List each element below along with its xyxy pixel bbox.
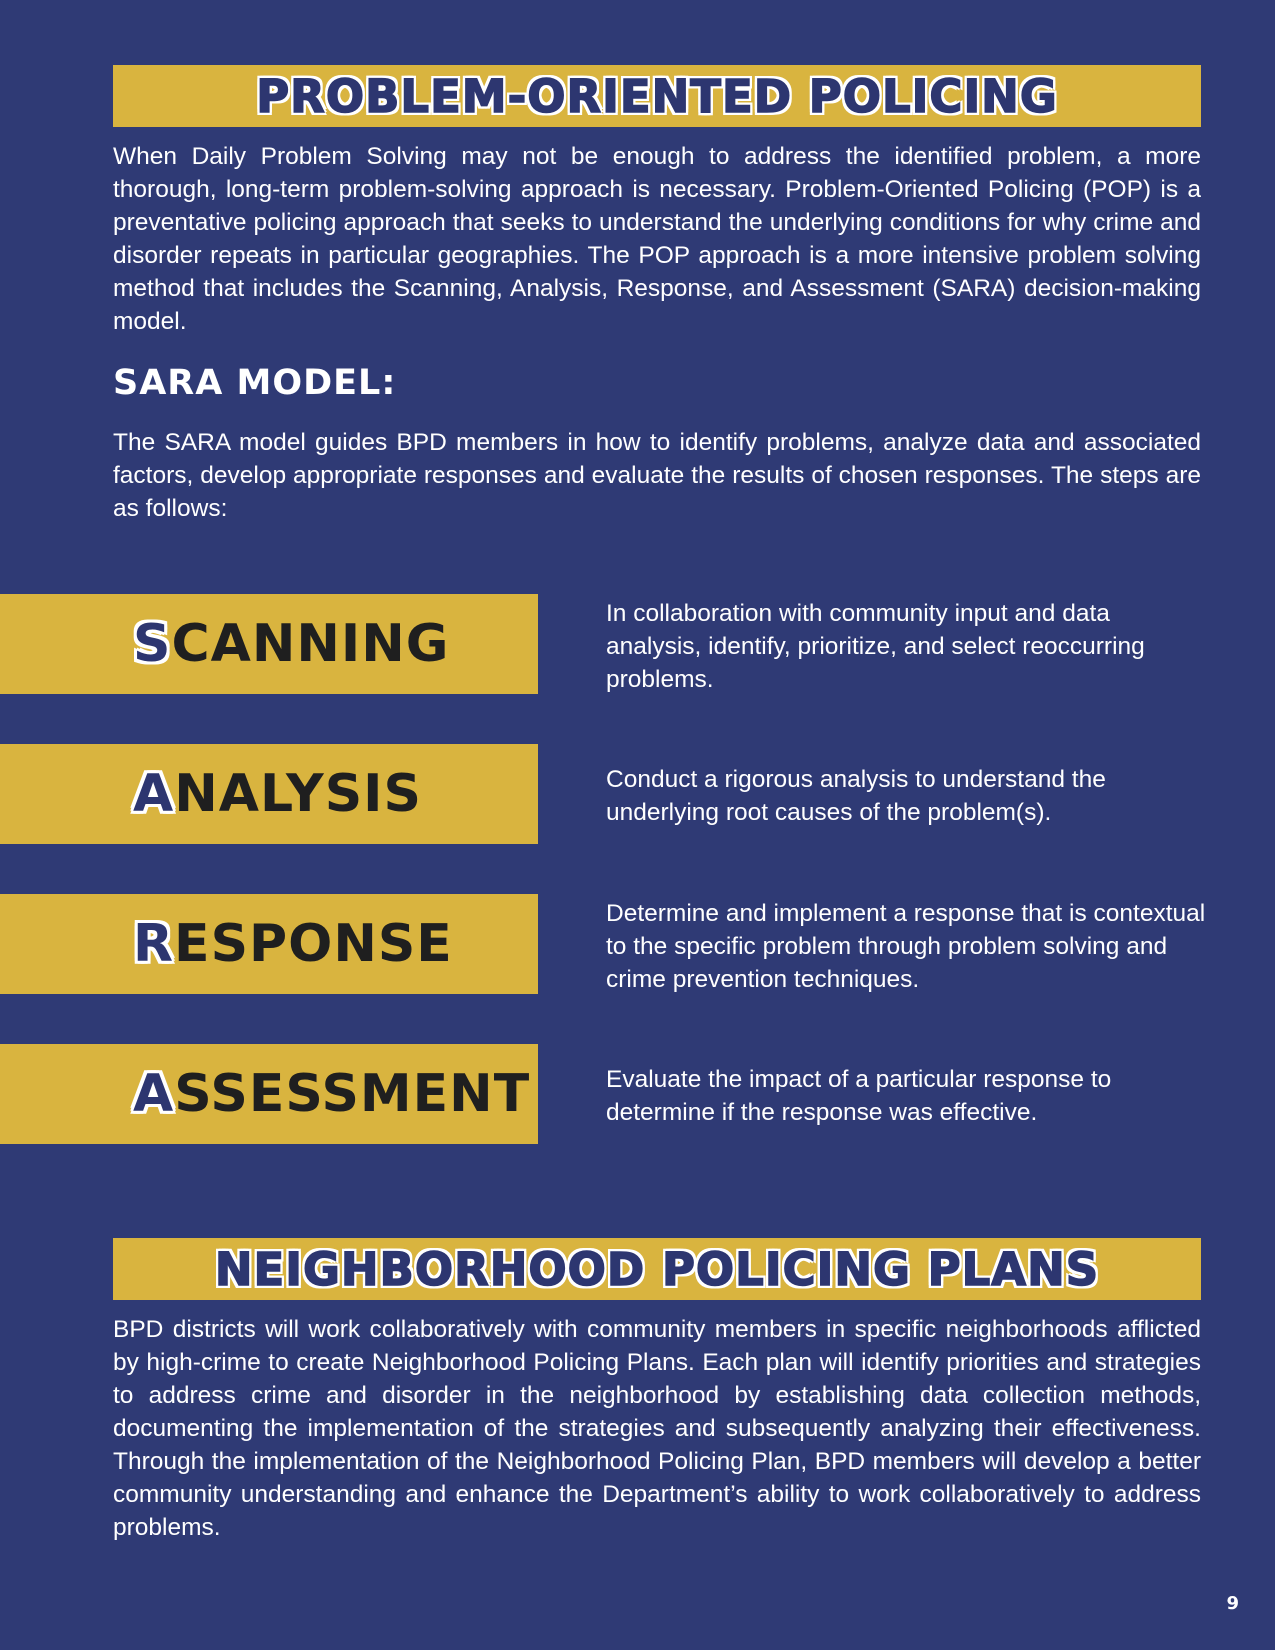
npp-paragraph: BPD districts will work collaboratively with community members in specific neighborhoods afflicted by high-crime to create Neighborhood Policing Plans. Each plan will identify priorities and strategies to address crime and disorder in the neighborhood by establishing data collection methods, documenting the implementation of the strategies and subsequently analyzing their effectiveness. Through the implementation of the Neighborhood Policing Plan, BPD members will develop a better community understanding and enhance the Department’s ability to work collaboratively to address problems. (113, 1316, 1201, 1541)
step-response-description: Determine and implement a response that is contextual to the specific problem through problem solving and crime prevention techniques. (606, 900, 1206, 993)
step-scanning-rest: CANNING (171, 614, 450, 674)
step-assessment-rest: SSESSMENT (174, 1064, 531, 1124)
npp-title-banner (113, 1238, 1201, 1300)
step-assessment-bar (0, 1044, 538, 1144)
step-response-rest: ESPONSE (174, 914, 453, 974)
step-analysis-initial: A (133, 764, 175, 824)
step-assessment-word (133, 1064, 530, 1124)
step-response-bar (0, 894, 538, 994)
sara-intro: The SARA model guides BPD members in how to identify problems, analyze data and associated factors, develop appropriate responses and evaluate the results of chosen responses. The steps are as follows: (113, 429, 1201, 522)
step-response-initial: R (133, 914, 175, 974)
step-response-word (133, 914, 453, 974)
pop-paragraph: When Daily Problem Solving may not be enough to address the identified problem, a more thorough, long-term problem-solving approach is necessary. Problem-Oriented Policing (POP) is a preventative policing approach that seeks to understand the underlying conditions for why crime and disorder repeats in particular geographies. The POP approach is a more intensive problem solving method that includes the Scanning, Analysis, Response, and Assessment (SARA) decision-making model. (113, 143, 1201, 335)
step-scanning-word (133, 614, 449, 674)
step-assessment-initial: A (133, 1064, 175, 1124)
sara-heading: SARA MODEL: (113, 363, 397, 403)
step-scanning-description: In collaboration with community input and data analysis, identify, prioritize, and select reoccurring problems. (606, 600, 1145, 693)
pop-title-banner (113, 65, 1201, 127)
pop-title: PROBLEM-ORIENTED POLICING (256, 69, 1058, 123)
step-analysis-bar (0, 744, 538, 844)
step-scanning-initial: S (133, 614, 172, 674)
step-scanning-bar (0, 594, 538, 694)
step-analysis-word (133, 764, 422, 824)
page-number: 9 (1226, 1593, 1239, 1614)
step-assessment-description: Evaluate the impact of a particular response to determine if the response was effective. (606, 1066, 1112, 1126)
step-analysis-description: Conduct a rigorous analysis to understand the underlying root causes of the problem(s). (606, 766, 1106, 826)
step-analysis-rest: NALYSIS (174, 764, 422, 824)
npp-title: NEIGHBORHOOD POLICING PLANS (214, 1242, 1100, 1296)
